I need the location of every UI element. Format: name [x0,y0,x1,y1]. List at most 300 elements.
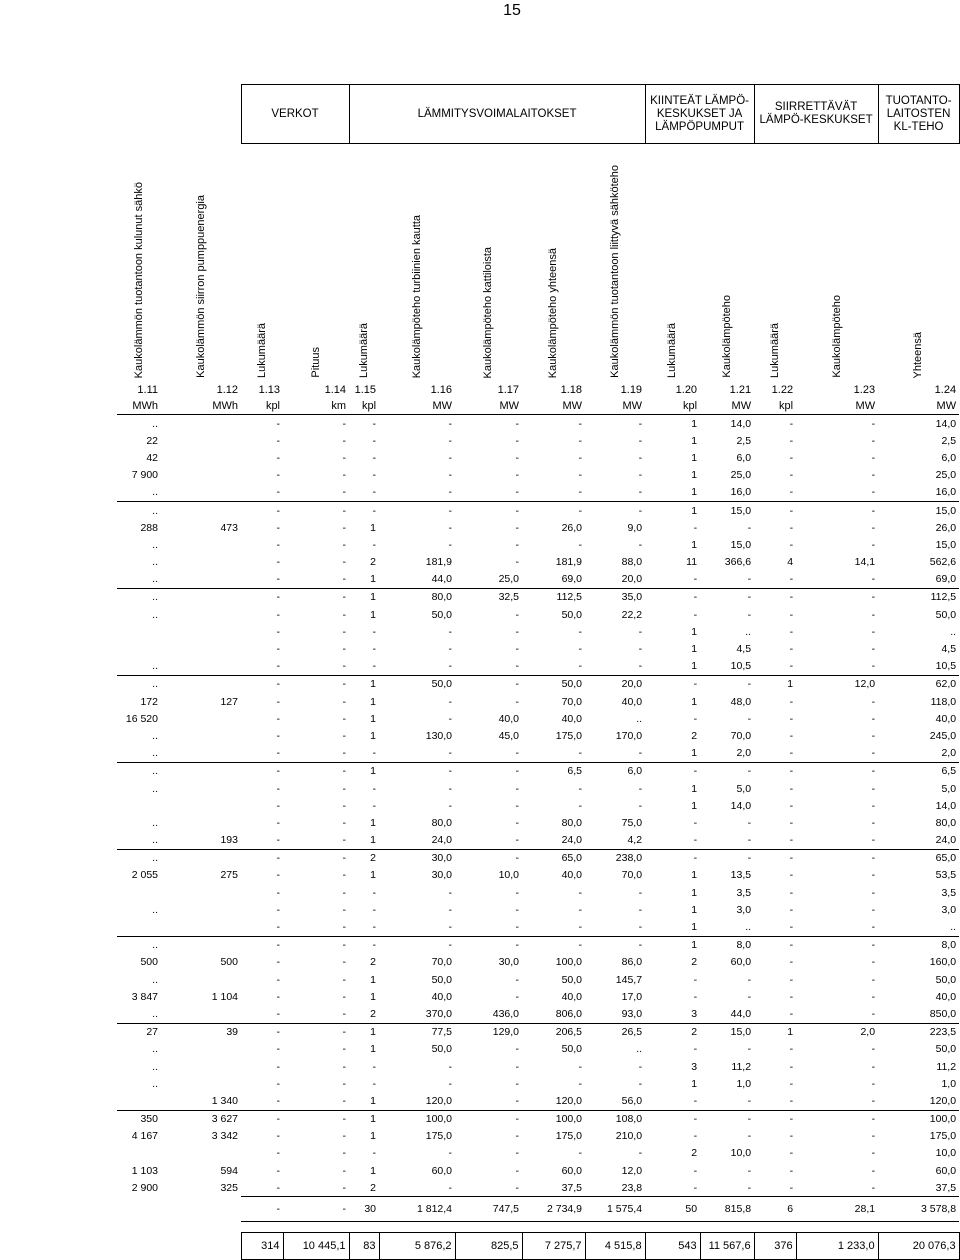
table-cell: - [342,973,347,986]
table-cell: - [349,501,379,519]
table-cell: 1 [691,451,698,464]
table-cell: - [515,434,520,447]
table-cell: - [379,501,455,519]
table-cell: - [448,486,453,499]
column-header-cell [796,144,878,383]
spacer-row [117,1222,959,1233]
table-row [117,1092,959,1110]
table-cell: 1 [370,712,377,725]
sum-cell: 2 734,9 [522,1197,585,1222]
table-row [117,727,959,744]
table-cell: - [455,762,522,780]
table-cell: - [789,903,794,916]
table-cell: 1 [370,573,377,586]
table-cell: 3 [691,1007,698,1020]
table-cell: 1 [691,660,698,673]
table-cell: - [515,695,520,708]
table-cell: - [789,434,794,447]
table-cell: - [789,417,794,430]
table-cell: - [372,1147,377,1160]
table-cell: 181,9 [425,556,453,569]
table-cell: 2 [691,956,698,969]
table-cell: - [515,1094,520,1107]
unit-cell: MW [455,398,522,415]
table-cell [161,710,241,727]
unit-cell: km [283,398,349,415]
table-cell: - [700,588,754,606]
table-cell: - [871,538,876,551]
table-cell: - [789,729,794,742]
column-header: Kaukolämpöteho [830,295,843,378]
table-cell: 325 [220,1182,238,1195]
table-cell: - [871,973,876,986]
table-cell: - [372,486,377,499]
table-cell: - [871,956,876,969]
table-cell: 65,0 [878,849,959,867]
sum-cell: 1 575,4 [585,1197,645,1222]
table-cell: 1 104 [211,990,238,1003]
table-cell: 26,0 [935,521,957,534]
table-cell: - [372,434,377,447]
table-cell: - [372,886,377,899]
table-cell: .. [636,712,643,725]
table-row [117,675,959,693]
table-row [117,797,959,814]
total-cell: 4 515,8 [585,1233,645,1260]
table-cell: 3 847 [131,990,158,1003]
table-cell: 40,0 [935,990,957,1003]
table-cell: .. [152,816,158,829]
table-cell: 850,0 [929,1007,957,1020]
code-cell: 1.19 [620,384,643,396]
group-header: LÄMMITYSVOIMALAITOKSET [349,85,645,144]
table-cell: - [578,451,583,464]
table-row [117,832,959,850]
table-cell: .. [152,729,158,742]
table-cell: - [585,501,645,519]
table-cell: 40,0 [431,990,453,1003]
table-cell: 12,0 [796,675,878,693]
table-cell: - [276,834,280,847]
table-cell: 27 [117,1023,161,1041]
table-cell: 13,5 [730,869,752,882]
table-cell: 14,0 [935,799,957,812]
table-cell: - [448,695,453,708]
table-cell: - [638,486,643,499]
group-header: TUOTANTO-LAITOSTEN KL-TEHO [878,85,959,144]
total-cell [117,1233,161,1260]
table-row [117,1110,959,1128]
table-cell: - [789,1007,794,1020]
table-cell: - [455,1110,522,1128]
column-header-cell [585,144,645,383]
table-cell: 100,0 [878,1110,959,1128]
table-cell: - [349,936,379,954]
table-cell: - [789,1094,794,1107]
table-cell [161,918,241,936]
table-cell: - [276,451,280,464]
table-cell: 4,5 [941,643,957,656]
table-cell: - [638,434,643,447]
table-cell: 14,0 [730,417,752,430]
table-cell: .. [950,921,957,934]
table-cell [161,675,241,693]
table-cell: - [578,660,583,673]
table-cell: - [871,434,876,447]
table-cell: - [342,538,347,551]
table-cell: 1 [370,1094,377,1107]
table-cell: - [241,675,283,693]
table-cell: 1 [645,936,700,954]
table-row [117,762,959,780]
table-cell: - [342,990,347,1003]
table-cell: - [342,695,347,708]
table-cell: - [871,799,876,812]
table-cell: - [871,869,876,882]
table-cell: .. [152,1077,158,1090]
table-cell: - [871,625,876,638]
table-cell: - [276,521,280,534]
table-cell: - [789,625,794,638]
table-cell: - [372,469,377,482]
table-cell: 69,0 [561,573,583,586]
table-cell: 45,0 [498,729,520,742]
table-cell: .. [152,486,158,499]
table-cell: - [871,643,876,656]
table-cell: - [515,782,520,795]
total-cell: 7 275,7 [522,1233,585,1260]
table-cell: - [871,712,876,725]
table-cell: 2 900 [131,1182,158,1195]
table-cell: 3,0 [941,903,957,916]
table-cell: 42 [146,451,158,464]
page-number: 15 [503,2,521,19]
table-cell: 1 [691,695,698,708]
table-cell: - [789,1181,794,1194]
table-cell: - [747,973,752,986]
table-cell: 2 [370,1181,377,1194]
table-cell: 193 [220,834,238,847]
table-cell: 40,0 [621,695,643,708]
table-cell [117,797,161,814]
table-cell: 70,0 [431,956,453,969]
table-cell: 112,5 [522,588,585,606]
table-cell [161,936,241,954]
table-cell: - [789,747,794,760]
table-cell: 20,0 [621,573,643,586]
table-cell: - [693,816,698,829]
table-cell: - [515,1164,520,1177]
table-row [117,867,959,884]
unit-cell: kpl [645,398,700,415]
table-cell: - [754,849,796,867]
table-cell: - [700,1110,754,1128]
table-cell: - [796,936,878,954]
table-cell: - [747,990,752,1003]
table-cell [161,780,241,797]
table-cell: - [578,538,583,551]
table-cell: - [283,588,349,606]
table-cell [161,658,241,676]
table-cell: 86,0 [621,956,643,969]
table-cell: 44,0 [431,573,453,586]
table-cell: 473 [220,521,238,534]
table-cell: 2 [370,1007,377,1020]
group-header-row [117,85,959,144]
table-cell: - [276,1181,280,1194]
table-cell: - [789,869,794,882]
table-cell: - [448,434,453,447]
table-cell: 2,5 [736,434,752,447]
table-cell: 23,8 [621,1181,643,1194]
table-cell: - [515,1181,520,1194]
table-cell [117,884,161,901]
table-cell: - [871,1007,876,1020]
table-cell: 88,0 [621,556,643,569]
table-cell: 2,5 [941,434,957,447]
table-cell: - [515,816,520,829]
table-cell: 3 [691,1060,698,1073]
table-cell: - [283,936,349,954]
table-cell [117,1145,161,1162]
table-cell: - [789,834,794,847]
table-cell: 288 [140,521,158,534]
table-cell: - [789,990,794,1003]
table-cell: - [578,486,583,499]
table-row [117,1179,959,1197]
table-cell: .. [117,762,161,780]
sum-cell: 30 [349,1197,379,1222]
table-cell: - [754,762,796,780]
table-cell: - [276,956,280,969]
table-cell: 1 [349,675,379,693]
table-cell [161,762,241,780]
total-row [117,1233,959,1260]
total-cell: 20 076,3 [878,1233,959,1260]
table-cell: - [276,556,280,569]
table-cell: 1 [370,869,377,882]
table-cell: - [342,782,347,795]
table-cell: - [645,762,700,780]
table-cell: - [515,521,520,534]
table-cell: 11 [686,556,698,569]
table-cell: 2 [645,1023,700,1041]
table-cell: 1 [691,625,698,638]
table-cell: 16,0 [730,486,752,499]
table-cell: .. [950,625,957,638]
sum-cell: 747,5 [455,1197,522,1222]
table-cell: - [515,990,520,1003]
unit-cell: MWh [161,398,241,415]
table-cell [117,918,161,936]
table-cell: - [276,660,280,673]
table-cell: 37,5 [561,1181,583,1194]
table-cell: 3,5 [941,886,957,899]
table-cell: - [276,538,280,551]
table-cell: - [747,573,752,586]
table-cell: - [789,921,794,934]
table-cell: .. [117,501,161,519]
table-cell: 2,0 [796,1023,878,1041]
table-cell: - [796,588,878,606]
table-cell: - [448,660,453,673]
table-row [117,571,959,589]
table-cell: 1 [691,782,698,795]
unit-cell: MW [522,398,585,415]
table-cell [161,467,241,484]
table-cell [161,797,241,814]
table-cell: - [693,1181,698,1194]
table-cell: - [871,1060,876,1073]
table-cell: 25,0 [730,469,752,482]
table-cell: 7 900 [131,469,158,482]
table-cell: 50,0 [561,973,583,986]
table-cell: - [871,990,876,1003]
table-cell: 210,0 [615,1130,643,1143]
table-cell [161,640,241,657]
table-cell [161,501,241,519]
table-cell: 1 340 [211,1094,238,1107]
table-cell: .. [152,556,158,569]
table-cell: 17,0 [621,990,643,1003]
table-cell: - [871,521,876,534]
table-row [117,606,959,623]
table-cell: 118,0 [930,695,957,708]
table-cell: - [789,1060,794,1073]
table-cell: - [276,816,280,829]
table-cell: 12,0 [621,1164,643,1177]
table-cell: - [515,973,520,986]
table-cell: - [700,849,754,867]
table-row [117,814,959,831]
table-cell: - [789,782,794,795]
table-cell: - [638,469,643,482]
table-cell: - [276,625,280,638]
table-cell: - [871,417,876,430]
table-cell: .. [117,675,161,693]
table-cell: - [342,521,347,534]
table-cell: - [871,921,876,934]
column-header-cell [645,144,700,383]
table-cell: - [515,469,520,482]
table-cell: - [515,643,520,656]
table-cell: - [515,921,520,934]
table-cell: 15,0 [935,538,957,551]
table-cell: - [372,747,377,760]
table-cell: 35,0 [585,588,645,606]
table-row [117,554,959,571]
table-cell: - [342,434,347,447]
table-cell: 9,0 [627,521,643,534]
table-cell: 11,2 [731,1060,752,1073]
table-cell: 4 [787,556,794,569]
table-cell: - [515,625,520,638]
total-cell: 5 876,2 [379,1233,455,1260]
table-cell: 60,0 [561,1164,583,1177]
table-row [117,936,959,954]
table-cell: - [515,747,520,760]
table-cell: 24,0 [561,834,583,847]
table-cell: - [578,921,583,934]
table-cell: - [789,1147,794,1160]
table-cell: 1 [691,921,698,934]
table-cell: 16 520 [125,712,158,725]
table-cell: 366,6 [724,556,752,569]
table-cell: - [789,816,794,829]
table-cell: 50,0 [561,1043,583,1056]
table-cell: - [578,903,583,916]
table-cell: 1 [370,1130,377,1143]
table-cell [161,432,241,449]
code-cell: 1.16 [430,384,453,396]
table-cell: 56,0 [621,1094,643,1107]
table-cell: - [455,675,522,693]
table-cell: - [342,921,347,934]
table-cell: - [578,1077,583,1090]
table-cell: 160,0 [929,956,957,969]
table-cell: 1 [754,1023,796,1041]
table-cell: 50,0 [431,608,453,621]
table-cell: - [342,799,347,812]
table-cell: - [578,886,583,899]
table-cell: - [342,869,347,882]
table-cell: - [342,1164,347,1177]
table-cell: 3 342 [211,1130,238,1143]
table-row [117,415,959,433]
table-row [117,1023,959,1041]
table-cell: 112,5 [878,588,959,606]
table-cell: - [342,1007,347,1020]
table-cell: 37,5 [935,1181,957,1194]
table-cell: 32,5 [455,588,522,606]
table-cell: - [747,1043,752,1056]
table-cell: .. [152,417,158,430]
table-cell: 100,0 [379,1110,455,1128]
table-cell: 26,0 [561,521,583,534]
table-cell: 50,0 [379,675,455,693]
total-cell: 1 233,0 [796,1233,878,1260]
table-cell: - [871,834,876,847]
table-cell: 500 [140,956,158,969]
table-cell: - [342,834,347,847]
table-cell: - [276,486,280,499]
table-cell [161,623,241,640]
table-cell: - [645,675,700,693]
table-cell: - [638,451,643,464]
table-cell: 1 [370,1164,377,1177]
table-cell [161,1145,241,1162]
table-cell: 1 [370,729,377,742]
table-cell: 39 [161,1023,241,1041]
total-cell: 314 [241,1233,283,1260]
table-cell: - [515,903,520,916]
table-row [117,693,959,710]
sum-cell: - [241,1197,283,1222]
unit-cell: MW [796,398,878,415]
table-cell: - [754,588,796,606]
table-cell: - [578,625,583,638]
column-header: Kaukolämmön tuotantoon liittyvä sähköteho [608,165,621,378]
table-cell [161,901,241,918]
table-cell: - [754,936,796,954]
table-cell: 1 [691,869,698,882]
table-cell: - [578,417,583,430]
table-cell: .. [152,608,158,621]
table-cell: - [693,1130,698,1143]
column-header: Pituus [309,347,322,378]
table-cell: - [283,1023,349,1041]
table-cell: - [789,486,794,499]
